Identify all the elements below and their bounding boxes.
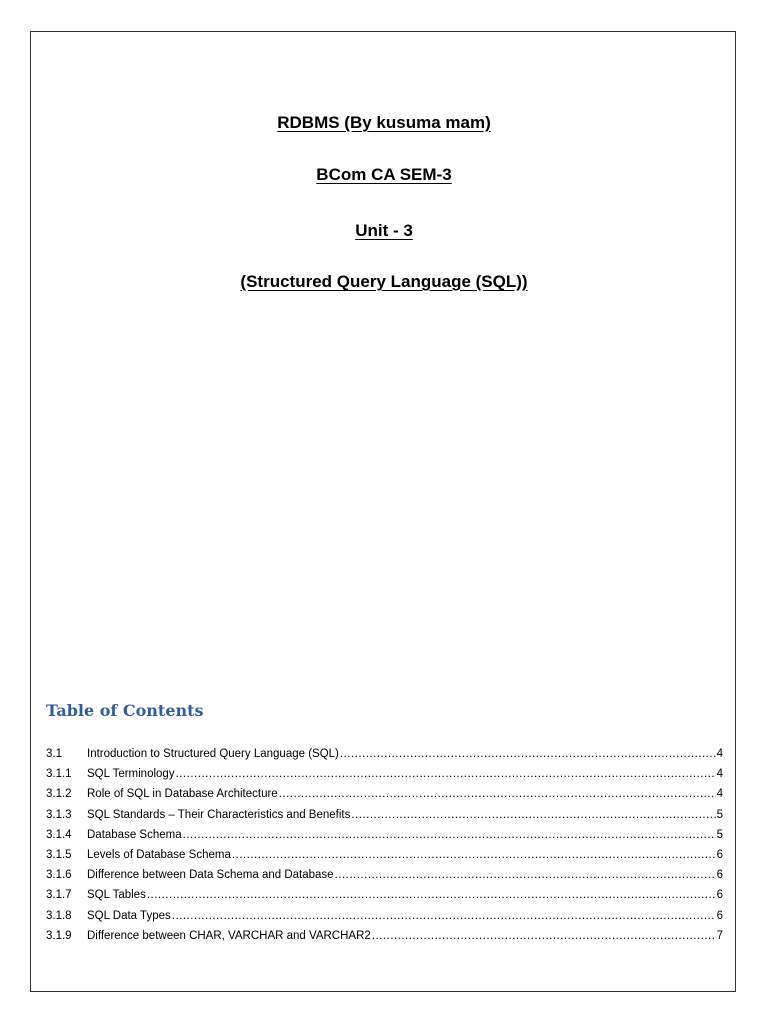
toc-entry-number: 3.1 bbox=[46, 748, 62, 760]
toc-entry-number: 3.1.8 bbox=[46, 909, 72, 922]
toc-entry-page: 4 bbox=[716, 748, 723, 760]
toc-entry-page: 6 bbox=[716, 889, 723, 902]
toc-entry-title: SQL Terminology bbox=[87, 768, 175, 781]
toc-dot-leader bbox=[351, 805, 715, 825]
toc-dot-leader bbox=[335, 865, 716, 885]
toc-entry-title: SQL Data Types bbox=[87, 909, 171, 922]
toc-dot-leader bbox=[279, 784, 716, 804]
toc-entry-number: 3.1.3 bbox=[46, 808, 72, 821]
toc-entry-title: Difference between Data Schema and Database bbox=[87, 869, 334, 882]
toc-entry-page: 5 bbox=[716, 808, 723, 821]
toc-entry-title: Introduction to Structured Query Language (SQL) bbox=[87, 748, 339, 760]
toc-entry-page: 4 bbox=[716, 788, 723, 801]
toc-entry-title: Role of SQL in Database Architecture bbox=[87, 788, 278, 801]
toc-dot-leader bbox=[340, 744, 716, 764]
course-name: BCom CA SEM-3 bbox=[316, 165, 452, 184]
toc-entry-number: 3.1.1 bbox=[46, 768, 72, 781]
toc-entry-number: 3.1.6 bbox=[46, 869, 72, 882]
unit-number: Unit - 3 bbox=[355, 221, 413, 240]
toc-heading: Table of Contents bbox=[46, 701, 204, 720]
toc-entry-title: Database Schema bbox=[87, 828, 182, 841]
toc-entry-page: 7 bbox=[716, 929, 723, 942]
toc-entry[interactable] bbox=[46, 885, 723, 905]
toc-dot-leader bbox=[172, 906, 716, 926]
toc-entry-page: 6 bbox=[716, 869, 723, 882]
toc-entry[interactable] bbox=[46, 926, 723, 946]
toc-entry-number: 3.1.9 bbox=[46, 929, 72, 942]
toc-entry-number: 3.1.5 bbox=[46, 848, 72, 861]
toc-entry[interactable] bbox=[46, 865, 723, 885]
toc-list bbox=[46, 744, 723, 946]
toc-entry-number: 3.1.7 bbox=[46, 889, 72, 902]
toc-dot-leader bbox=[176, 764, 716, 784]
toc-entry[interactable] bbox=[46, 784, 723, 804]
toc-entry[interactable] bbox=[46, 764, 723, 784]
toc-entry-page: 5 bbox=[716, 828, 723, 841]
toc-entry-title: SQL Standards – Their Characteristics and Benefits bbox=[87, 808, 351, 821]
toc-entry[interactable] bbox=[46, 744, 723, 764]
document-title: RDBMS (By kusuma mam) bbox=[277, 113, 491, 132]
toc-entry-number: 3.1.2 bbox=[46, 788, 72, 801]
toc-entry-number: 3.1.4 bbox=[46, 828, 72, 841]
toc-entry[interactable] bbox=[46, 825, 723, 845]
unit-subject: (Structured Query Language (SQL)) bbox=[240, 272, 528, 291]
toc-entry[interactable] bbox=[46, 845, 723, 865]
toc-entry[interactable] bbox=[46, 906, 723, 926]
toc-dot-leader bbox=[372, 926, 716, 946]
toc-entry-title: SQL Tables bbox=[87, 889, 146, 902]
toc-entry-page: 6 bbox=[716, 848, 723, 861]
toc-dot-leader bbox=[232, 845, 716, 865]
toc-entry-page: 6 bbox=[716, 909, 723, 922]
toc-entry-title: Levels of Database Schema bbox=[87, 848, 231, 861]
toc-dot-leader bbox=[147, 885, 716, 905]
toc-entry[interactable] bbox=[46, 805, 723, 825]
toc-entry-title: Difference between CHAR, VARCHAR and VARCHAR2 bbox=[87, 929, 371, 942]
toc-entry-page: 4 bbox=[716, 768, 723, 781]
toc-dot-leader bbox=[183, 825, 716, 845]
